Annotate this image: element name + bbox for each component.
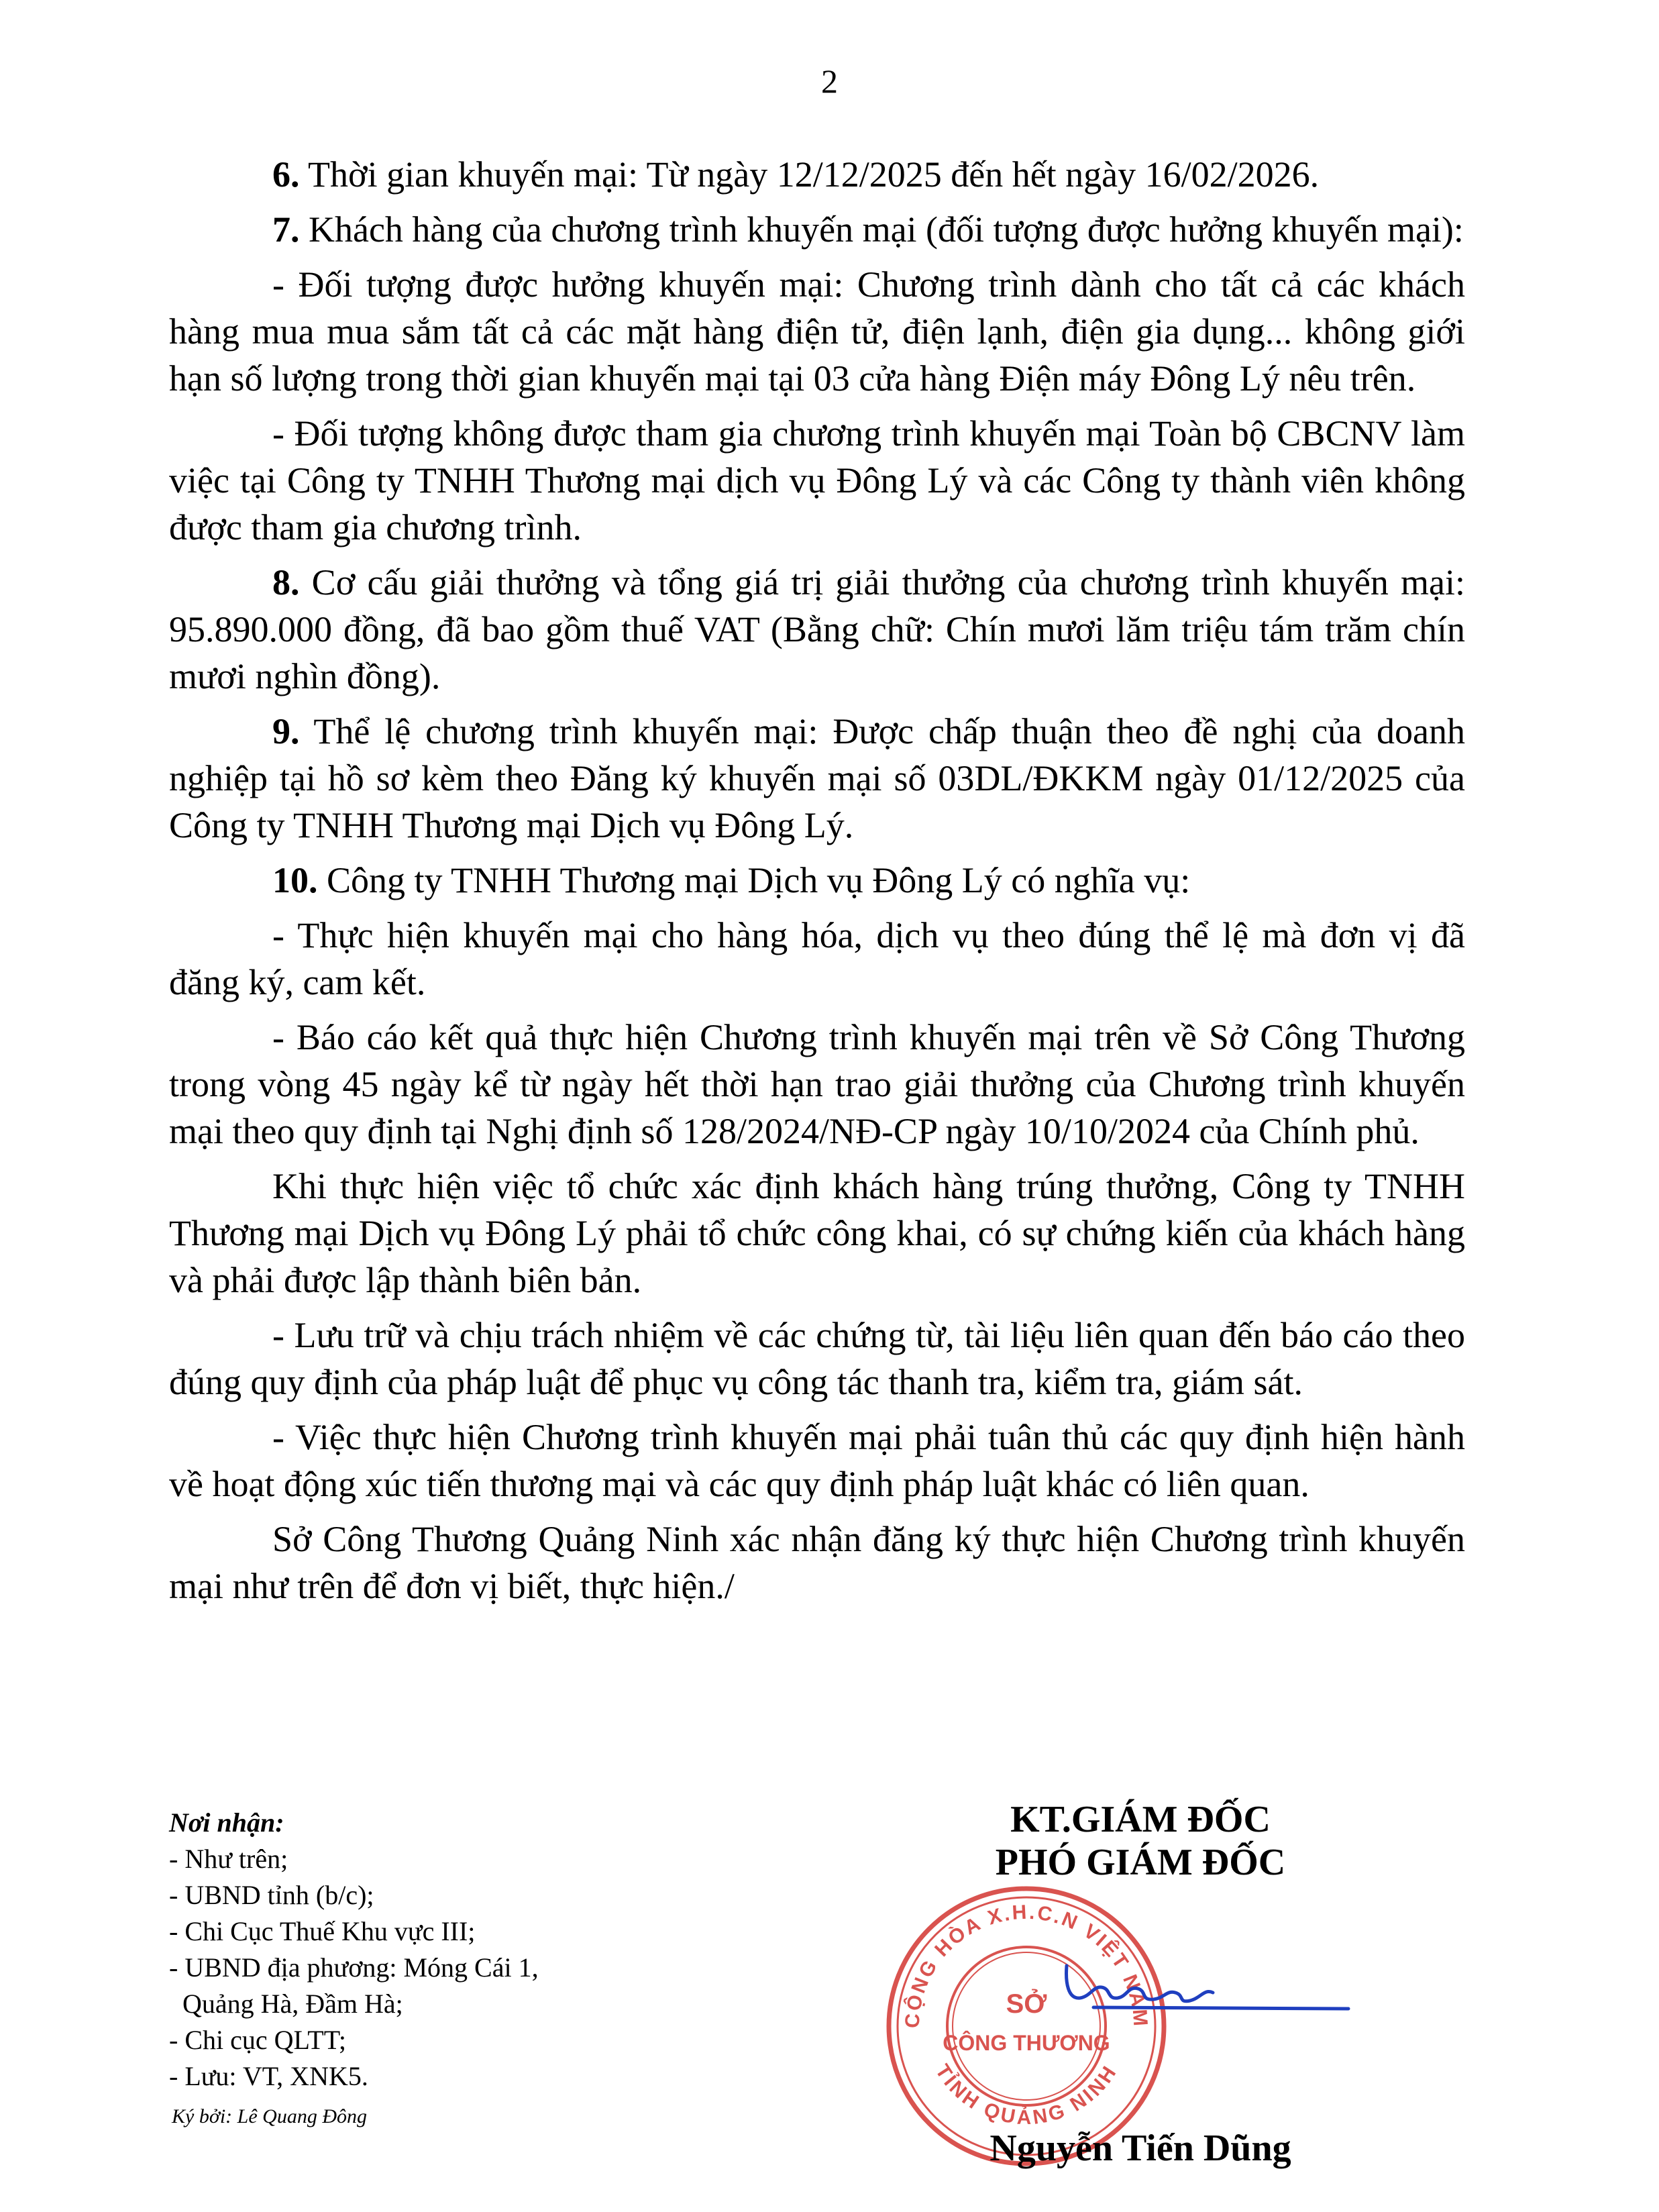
recipients-heading: Nơi nhận:	[169, 1807, 284, 1838]
item-number: 7.	[272, 209, 300, 250]
item-number: 9.	[272, 711, 300, 751]
recipient-item: - Như trên;	[169, 1844, 288, 1874]
signature-title-line2: PHÓ GIÁM ĐỐC	[995, 1842, 1286, 1883]
item-number: 10.	[272, 860, 318, 900]
recipient-item: - UBND tỉnh (b/c);	[169, 1880, 374, 1910]
document-body	[169, 151, 1465, 1618]
paragraph-7: 7. Khách hàng của chương trình khuyến mại (đối tượng được hưởng khuyến mại):	[272, 209, 1464, 250]
paragraph-obligation-4: - Việc thực hiện Chương trình khuyến mại phải tuân thủ các quy định hiện hành về hoạt động xúc tiến thương mại và các quy định pháp luật khác có liên quan.	[169, 1417, 1465, 1504]
paragraph-obligation-1: - Thực hiện khuyến mại cho hàng hóa, dịch vụ theo đúng thể lệ mà đơn vị đã đăng ký, cam kết.	[169, 915, 1465, 1002]
seal-center-line2: CÔNG THƯƠNG	[943, 2031, 1110, 2055]
signature-title-line1: KT.GIÁM ĐỐC	[1010, 1799, 1271, 1840]
recipient-item: - Chi cục QLTT;	[169, 2025, 347, 2055]
paragraph-9: 9. Thể lệ chương trình khuyến mại: Được chấp thuận theo đề nghị của doanh nghiệp tại hồ sơ kèm theo Đăng ký khuyến mại số 03DL/ĐKKM ngày 01/12/2025 của Công ty TNHH Thương mại Dịch vụ Đông Lý.	[169, 711, 1465, 845]
seal-ring-text: CỘNG HÒA X.H.C.N VIỆT NAM	[901, 1901, 1152, 2029]
handwritten-signature	[1053, 1946, 1362, 2026]
recipients-block	[169, 1805, 679, 2135]
signature-title-block	[872, 1798, 1409, 1884]
recipient-item: - Lưu: VT, XNK5.	[169, 2061, 368, 2091]
item-number: 8.	[272, 562, 300, 602]
recipient-item: - UBND địa phương: Móng Cái 1,	[169, 1952, 539, 1983]
paragraph-obligation-3: - Lưu trữ và chịu trách nhiệm về các chứng từ, tài liệu liên quan đến báo cáo theo đúng quy định của pháp luật để phục vụ công tác thanh tra, kiểm tra, giám sát.	[169, 1315, 1465, 1402]
item-number: 6.	[272, 154, 300, 195]
paragraph-10: 10. Công ty TNHH Thương mại Dịch vụ Đông Lý có nghĩa vụ:	[272, 860, 1191, 900]
paragraph-eligible-customers: - Đối tượng được hưởng khuyến mại: Chương trình dành cho tất cả các khách hàng mua mua sắm tất cả các mặt hàng điện tử, điện lạnh, điện gia dụng... không giới hạn số lượng trong thời gian khuyến mại tại 03 cửa hàng Điện máy Đông Lý nêu trên.	[169, 264, 1465, 399]
signer-name: Nguyễn Tiến Dũng	[989, 2127, 1291, 2169]
recipient-item: - Chi Cục Thuế Khu vực III;	[169, 1916, 476, 1946]
seal-bottom-text: TỈNH QUẢNG NINH	[930, 2060, 1122, 2129]
paragraph-draw-process: Khi thực hiện việc tổ chức xác định khách hàng trúng thưởng, Công ty TNHH Thương mại Dịch vụ Đông Lý phải tổ chức công khai, có sự chứng kiến của khách hàng và phải được lập thành biên bản.	[169, 1166, 1465, 1300]
paragraph-obligation-2: - Báo cáo kết quả thực hiện Chương trình khuyến mại trên về Sở Công Thương trong vòng 45 ngày kể từ ngày hết thời hạn trao giải thưởng của Chương trình khuyến mại theo quy định tại Nghị định số 128/2024/NĐ-CP ngày 10/10/2024 của Chính phủ.	[169, 1017, 1465, 1151]
digital-signed-by: Ký bởi: Lê Quang Đông	[172, 2105, 367, 2127]
paragraph-confirmation: Sở Công Thương Quảng Ninh xác nhận đăng ký thực hiện Chương trình khuyến mại như trên để đơn vị biết, thực hiện./	[169, 1519, 1465, 1606]
page-number: 2	[821, 62, 838, 100]
recipient-item: Quảng Hà, Đầm Hà;	[169, 1989, 403, 2019]
paragraph-ineligible-customers: - Đối tượng không được tham gia chương trình khuyến mại Toàn bộ CBCNV làm việc tại Công ty TNHH Thương mại dịch vụ Đông Lý và các Công ty thành viên không được tham gia chương trình.	[169, 413, 1465, 547]
seal-center-line1: SỞ	[1006, 1989, 1047, 2019]
paragraph-8: 8. Cơ cấu giải thưởng và tổng giá trị giải thưởng của chương trình khuyến mại: 95.890.000 đồng, đã bao gồm thuế VAT (Bằng chữ: Chín mươi lăm triệu tám trăm chín mươi nghìn đồng).	[169, 562, 1465, 696]
paragraph-6: 6. Thời gian khuyến mại: Từ ngày 12/12/2025 đến hết ngày 16/02/2026.	[272, 154, 1320, 195]
